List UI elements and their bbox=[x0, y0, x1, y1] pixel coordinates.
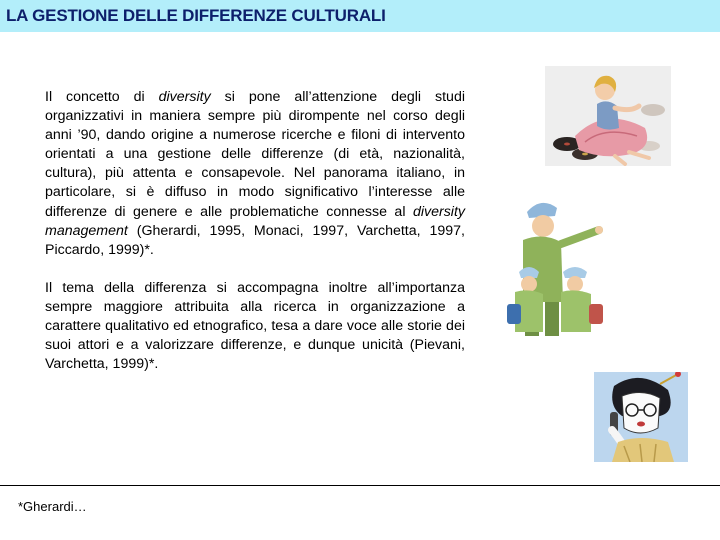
paragraph-1-mid: si pone all’attenzione degli studi organizzativi in maniera sempre più dirompente nel corso degli anni ’90, dando origine a numerose ricerche e filoni di intervento orientati a una gestione delle differenze (di età, nazionalità, cultura), più attenta e consapevole. Nel panorama italiano, in particolare, si è diffuso in modo significativo l’interesse alle differenze di genere e alle problematiche connesse al bbox=[45, 89, 465, 220]
slide-title: LA GESTIONE DELLE DIFFERENZE CULTURALI bbox=[6, 6, 386, 25]
body-text bbox=[45, 88, 465, 374]
scouts-pointing-clipart bbox=[505, 192, 605, 342]
paragraph-1-post: (Gherardi, 1995, Monaci, 1997, Varchetta, 1997, Piccardo, 1999)*. bbox=[45, 222, 465, 258]
paragraph-1-em-diversity-management: diversity management bbox=[45, 203, 465, 239]
paragraph-2: Il tema della differenza si accompagna inoltre all’importanza sempre maggiore attribuita alla ricerca in organizzazione a carattere qualitativo ed etnografico, tesa a dare voce alle storie dei suoi attori e a valorizzare differenze, e dunque unicità (Pievani, Varchetta, 1999)*. bbox=[45, 279, 465, 373]
footnote: *Gherardi… bbox=[18, 499, 87, 514]
title-bar bbox=[0, 0, 720, 32]
footer-divider bbox=[0, 485, 720, 486]
paragraph-1-em-diversity: diversity bbox=[158, 89, 211, 105]
woman-sitting-clipart bbox=[545, 66, 671, 166]
paragraph-1 bbox=[45, 88, 465, 260]
woman-on-phone-clipart bbox=[594, 372, 688, 462]
paragraph-1-pre: Il concetto di bbox=[45, 89, 159, 105]
